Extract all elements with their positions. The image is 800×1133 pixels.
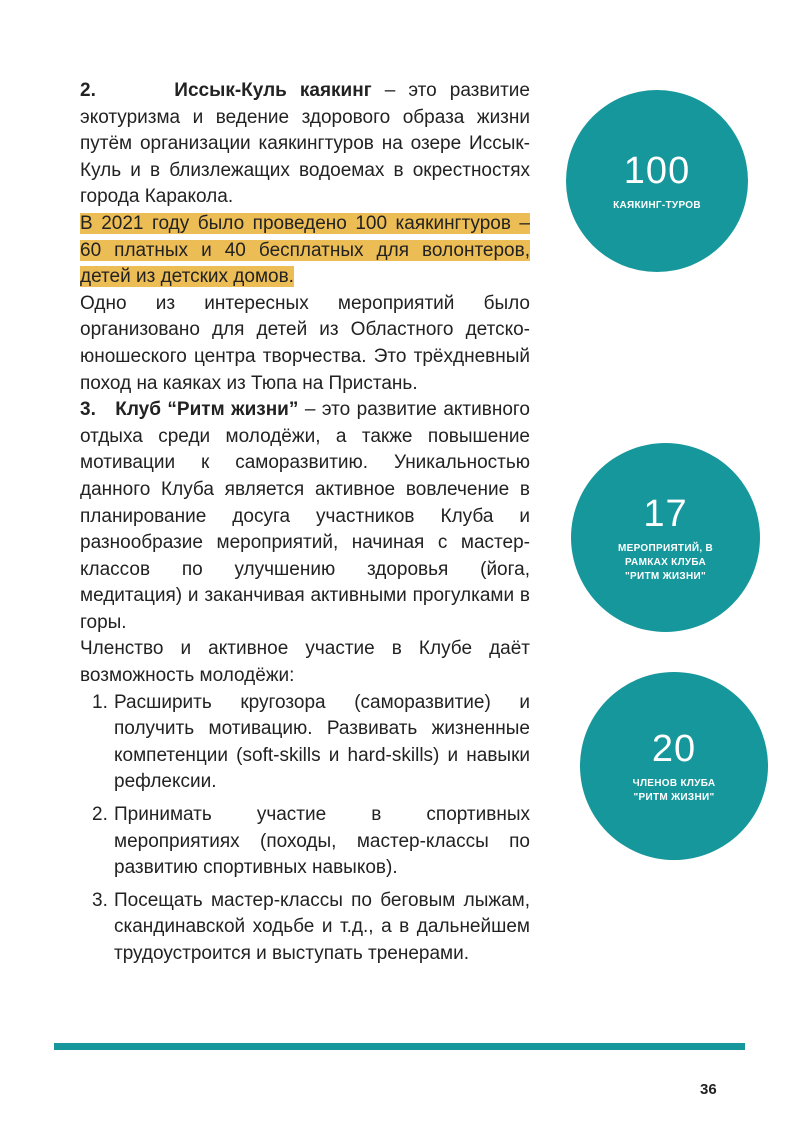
list-item-text: Посещать мастер-классы по беговым лыжам, скандинавской ходьбе и т.д., а в дальнейшем трудоустроится и выступать тренерами.	[114, 889, 530, 964]
highlight-paragraph	[80, 211, 530, 291]
stat-circle-kayaking	[566, 90, 748, 272]
section-2-number: 2.	[80, 80, 96, 101]
section-3-text: – это развитие активного отдыха среди молодёжи, а также повышение мотивации к саморазвитию. Уникальностью данного Клуба является активное вовлечение в планирование досуга участников Клуба и разнообразие мероприятий, начиная с мастер-классов по улучшению здоровья (йога, медитация) и заканчивая активными прогулками в горы.	[80, 399, 530, 633]
section-3-title: Клуб “Ритм жизни”	[115, 399, 299, 421]
list-item-number: 2.	[92, 804, 108, 826]
section-2-text: – это развитие экотуризма и ведение здорового образа жизни путём организации каякингтуров на озере Иссык-Куль и в близлежащих водоемах в окрестностях города Каракола.	[80, 80, 530, 208]
list-item-text: Принимать участие в спортивных мероприятиях (походы, мастер-классы по развитию спортивных навыков).	[114, 804, 530, 879]
stat-circle-events	[571, 443, 760, 632]
list-item-text: Расширить кругозора (саморазвитие) и получить мотивацию. Развивать жизненные компетенции (soft-skills и hard-skills) и навыки рефлексии.	[114, 691, 530, 793]
stat-value: 20	[651, 728, 697, 770]
list-item	[80, 690, 530, 796]
highlighted-text: В 2021 году было проведено 100 каякингтуров – 60 платных и 40 бесплатных для волонтеров, детей из детских домов.	[80, 212, 530, 288]
stat-value: 17	[643, 492, 688, 535]
benefits-list	[80, 690, 530, 968]
main-text	[80, 78, 530, 974]
stat-circle-members	[580, 672, 768, 860]
stat-label: МЕРОПРИЯТИЙ, В РАМКАХ КЛУБА "РИТМ ЖИЗНИ"	[617, 542, 713, 582]
footer-divider	[54, 1043, 745, 1050]
section-3-paragraph	[80, 397, 530, 636]
list-item	[80, 802, 530, 882]
section-2-paragraph	[80, 78, 530, 211]
section-2-title: Иссык-Куль каякинг	[174, 80, 372, 101]
list-item	[80, 888, 530, 968]
event-paragraph: Одно из интересных мероприятий было организовано для детей из Областного детско-юношеского центра творчества. Это трёхдневный поход на каяках из Тюпа на Пристань.	[80, 292, 530, 394]
stat-label: ЧЛЕНОВ КЛУБА "РИТМ ЖИЗНИ"	[632, 778, 716, 803]
list-item-number: 3.	[92, 889, 108, 911]
list-item-number: 1.	[92, 691, 108, 713]
page-number: 36	[700, 1081, 717, 1098]
stat-label: КАЯКИНГ-ТУРОВ	[613, 200, 701, 211]
stat-value: 100	[623, 150, 691, 192]
section-3-number: 3.	[80, 399, 96, 421]
membership-intro: Членство и активное участие в Клубе даёт возможность молодёжи:	[80, 638, 530, 687]
